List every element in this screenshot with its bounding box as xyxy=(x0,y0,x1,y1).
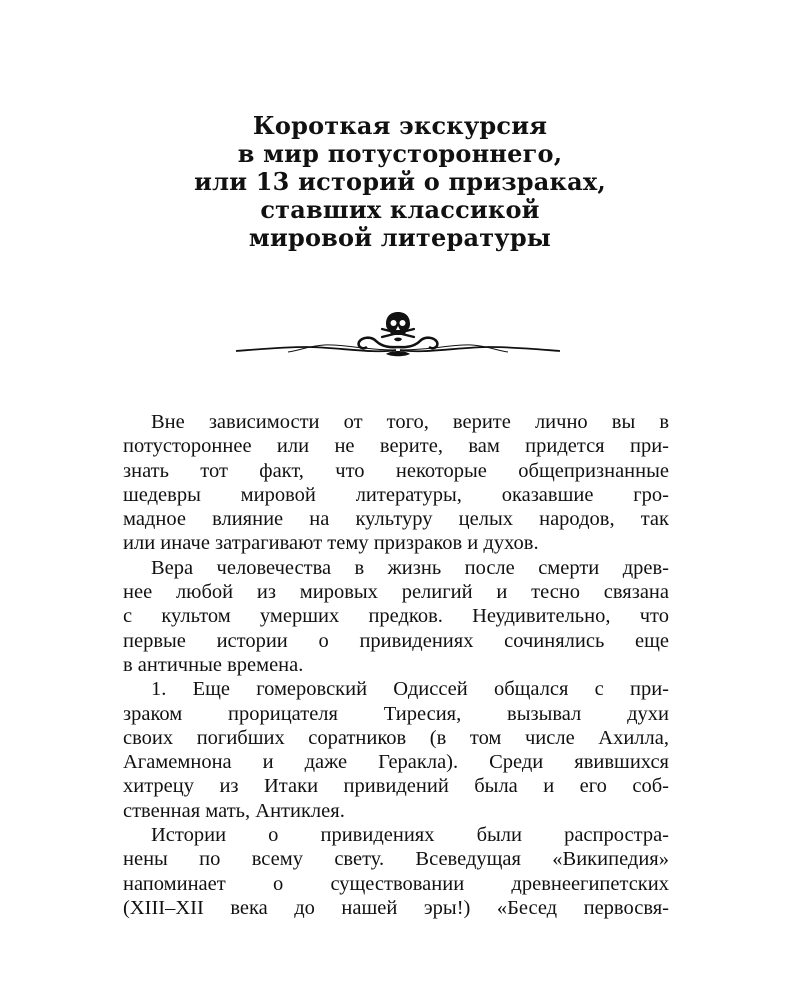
paragraph xyxy=(123,823,669,920)
text-line: в античные времена. xyxy=(123,653,304,676)
chapter-title xyxy=(120,112,680,252)
text-line: Агамемнона и даже Геракла). Среди явившихся xyxy=(123,751,669,774)
text-line: мадное влияние на культуру целых народов, так xyxy=(123,508,669,531)
text-line: своих погибших соратников (в том числе Ахилла, xyxy=(123,726,669,749)
paragraph xyxy=(123,556,669,677)
chapter-title-line: мировой литературы xyxy=(248,223,552,252)
chapter-title-line: или 13 историй о призраках, xyxy=(194,167,606,196)
text-line: нее любой из мировых религий и тесно связана xyxy=(123,581,669,604)
text-line: шедевры мировой литературы, оказавшие гро- xyxy=(123,483,669,506)
text-line: нены по всему свету. Всеведущая «Википедия» xyxy=(123,848,669,871)
text-line: с культом умерших предков. Неудивительно, что xyxy=(123,605,669,628)
text-line: Истории о привидениях были распростра- xyxy=(151,824,669,847)
chapter-title-line: Короткая экскурсия xyxy=(252,111,548,140)
paragraph xyxy=(123,410,669,556)
text-line: Вне зависимости от того, верите лично вы в xyxy=(151,411,669,433)
body-text xyxy=(123,410,669,920)
text-line: напоминает о существовании древнеегипетских xyxy=(123,872,669,895)
text-line: потустороннее или не верите, вам придется при- xyxy=(123,435,669,458)
chapter-title-line: ставших классикой xyxy=(260,195,540,224)
text-line: Вера человечества в жизнь после смерти древ- xyxy=(151,556,669,579)
text-line: или иначе затрагивают тему призраков и духов. xyxy=(123,532,539,555)
chapter-title-line: в мир потустороннего, xyxy=(237,139,563,168)
text-line: (XIII–XII века до нашей эры!) «Бесед первосвя- xyxy=(123,896,669,919)
text-line: хитрецу из Итаки привидений была и его соб- xyxy=(123,775,669,798)
paragraph xyxy=(123,677,669,823)
text-line: зраком прорицателя Тиресия, вызывал духи xyxy=(123,702,669,725)
text-line: первые истории о привидениях сочинялись еще xyxy=(123,629,669,652)
skull-divider-icon xyxy=(236,312,560,360)
text-line: знать тот факт, что некоторые общепризнанные xyxy=(123,459,669,482)
text-line: 1. Еще гомеровский Одиссей общался с при- xyxy=(151,678,669,701)
text-line: ственная мать, Антиклея. xyxy=(123,799,345,822)
